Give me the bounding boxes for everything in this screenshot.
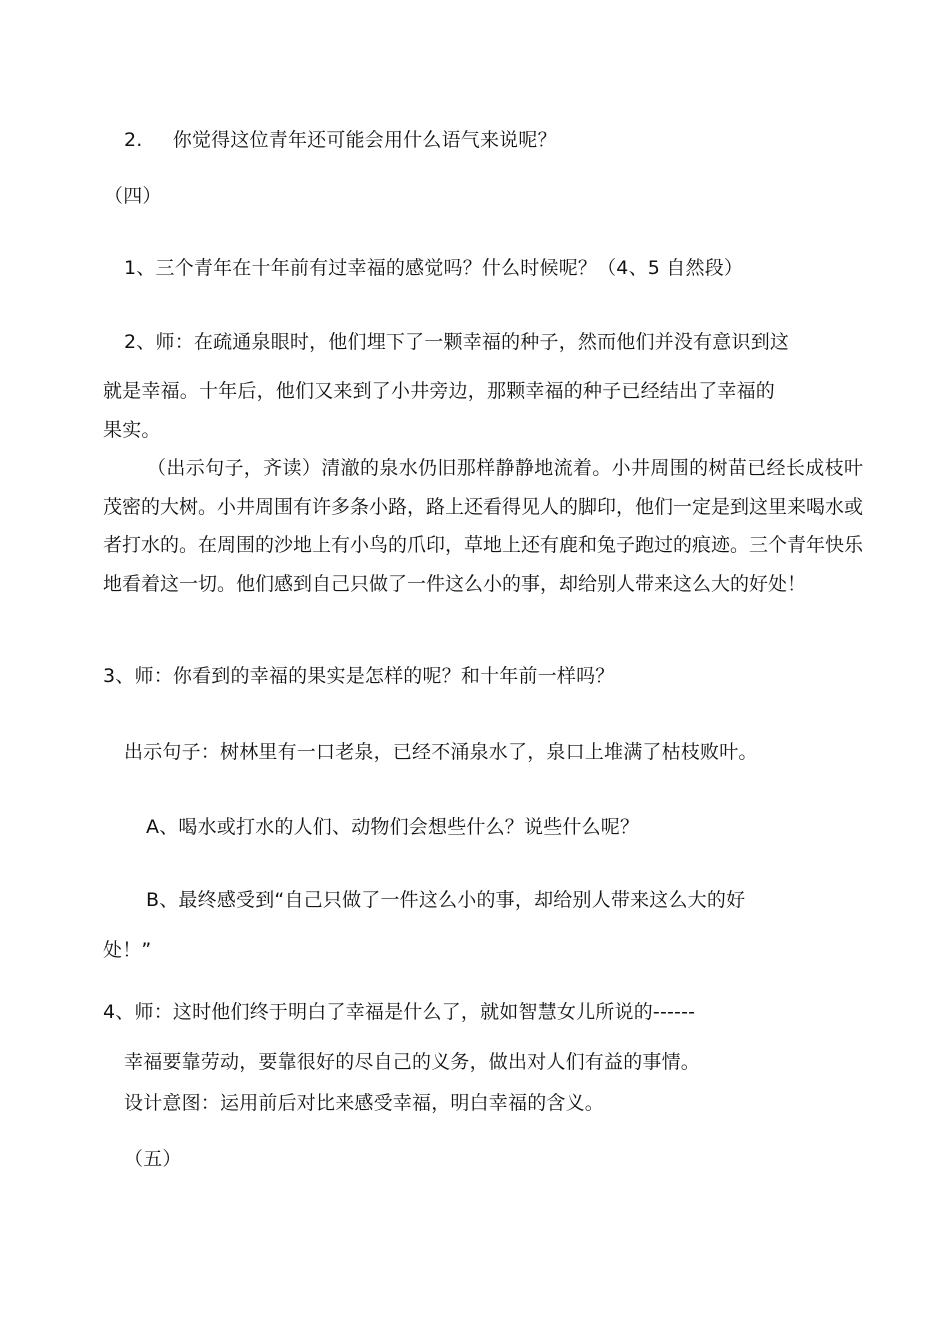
item-2-line-3: 果实。 [103,419,161,441]
item-2-line-1: 2、师：在疏通泉眼时，他们埋下了一颗幸福的种子，然而他们并没有意识到这 [124,331,790,353]
item-3: 3、师：你看到的幸福的果实是怎样的呢？和十年前一样吗？ [103,665,615,687]
question-2-number: 2. [124,129,143,151]
section-heading-four: （四） [104,185,162,207]
item-2-line-2: 就是幸福。十年后，他们又来到了小井旁边，那颗幸福的种子已经结出了幸福的 [103,380,776,402]
option-b-line-1: B、最终感受到“自己只做了一件这么小的事，却给别人带来这么大的好 [146,889,746,911]
option-b-line-2: 处！” [103,939,152,961]
item-1: 1、三个青年在十年前有过幸福的感觉吗？什么时候呢？（4、5 自然段） [124,257,744,279]
section-heading-five: （五） [124,1148,182,1170]
quoted-passage-text: （出示句子，齐读）清澈的泉水仍旧那样静静地流着。小井周围的树苗已经长成枝叶茂密的大树。小井周围有许多条小路，路上还看得见人的脚印，他们一定是到这里来喝水或者打水的。在周围的沙地上有小鸟的爪印，草地上还有鹿和兔子跑过的痕迹。三个青年快乐地看着这一切。他们感到自己只做了一件这么小的事，却给别人带来这么大的好处！ [103,457,864,595]
design-intent: 设计意图：运用前后对比来感受幸福，明白幸福的含义。 [124,1092,605,1114]
question-2 [124,128,557,152]
show-sentence: 出示句子：树林里有一口老泉，已经不涌泉水了，泉口上堆满了枯枝败叶。 [124,741,758,763]
item-4: 4、师：这时他们终于明白了幸福是什么了，就如智慧女儿所说的------ [103,1001,696,1023]
quoted-passage [103,449,863,603]
happiness-quote: 幸福要靠劳动，要靠很好的尽自己的义务，做出对人们有益的事情。 [124,1051,701,1073]
question-2-text: 你觉得这位青年还可能会用什么语气来说呢？ [172,129,557,151]
option-a: A、喝水或打水的人们、动物们会想些什么？说些什么呢？ [146,816,640,838]
